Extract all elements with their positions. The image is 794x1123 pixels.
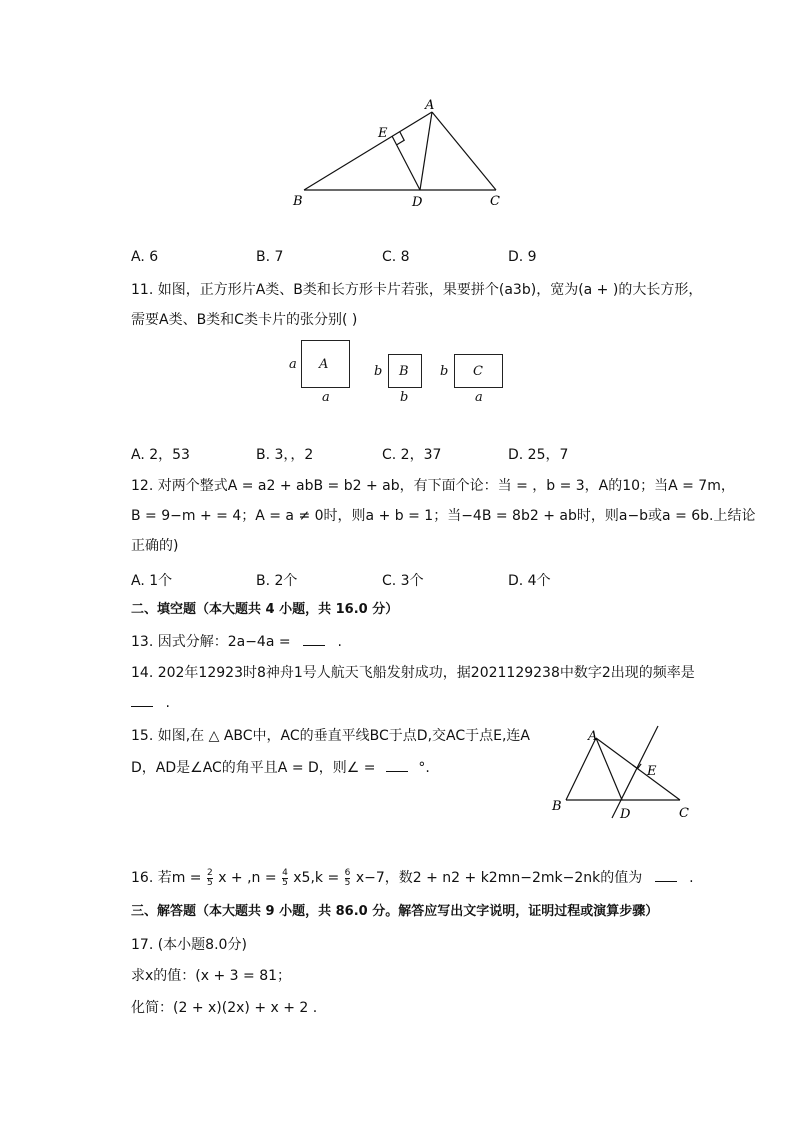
- q13-question: 13. 因式分解：2a−4a =: [131, 634, 291, 650]
- q14-answer-blank[interactable]: [131, 694, 153, 707]
- q17-part-1: 求x的值：(x + 3 = 81；: [131, 968, 292, 984]
- q10-option-d: D. 9: [508, 249, 537, 265]
- q10-option-b: B. 7: [256, 249, 284, 265]
- q10-option-c: C. 8: [382, 249, 410, 265]
- q16-mid-3: x−7，数2 + n2 + k2mn−2mk−2nk的值为: [355, 870, 643, 886]
- card-b-name: B: [399, 364, 409, 379]
- q16-f3-num: 6: [344, 867, 351, 878]
- q15-tail: °.: [418, 760, 430, 776]
- q15-line-2: [131, 759, 430, 777]
- q13-answer-blank[interactable]: [303, 633, 325, 646]
- fig10-label-c: C: [490, 194, 500, 209]
- card-b-bottom-label: b: [400, 390, 409, 405]
- q16-f2-den: 5: [282, 877, 288, 888]
- card-b-side-label: b: [374, 364, 383, 379]
- q15-question-end: D，AD是∠AC的角平且A = D，则∠ =: [131, 760, 376, 776]
- q16-fraction-1: [207, 869, 213, 888]
- q16-f1-num: 2: [207, 867, 213, 878]
- card-c-bottom-label: a: [475, 390, 483, 405]
- q16-answer-blank[interactable]: [655, 869, 677, 882]
- q14-tail: .: [165, 695, 170, 711]
- q12-option-d: D. 4个: [508, 573, 551, 589]
- q12-option-c: C. 3个: [382, 573, 424, 589]
- q17-heading: 17. (本小题8.0分): [131, 937, 247, 953]
- q12-line-2: B = 9−m + = 4；A = a ≠ 0时，则a + b = 1；当−4B = 8b2 + ab时，则a−b或a = 6b.上结论: [131, 508, 756, 524]
- q12-option-b: B. 2个: [256, 573, 298, 589]
- q10-option-a: A. 6: [131, 249, 159, 265]
- card-a: [301, 340, 350, 388]
- q12-option-a: A. 1个: [131, 573, 173, 589]
- fig10-label-e: E: [378, 126, 388, 141]
- card-c-name: C: [473, 364, 483, 379]
- q11-line-2: 需要A类、B类和C类卡片的张分别( ): [131, 312, 358, 328]
- card-a-name: A: [319, 357, 329, 372]
- triangle-figure-q15: [540, 722, 710, 832]
- q15-line-1: 15. 如图,在 △ ABC中，AC的垂直平线BC于点D,交AC于点E,连A: [131, 728, 530, 744]
- q11-option-b: B. 3，，2: [256, 447, 314, 463]
- q16-tail: .: [689, 870, 694, 886]
- q16-line: [131, 867, 694, 889]
- q11-option-c: C. 2，37: [382, 447, 442, 463]
- q11-option-d: D. 25，7: [508, 447, 569, 463]
- triangle-figure-q10: [280, 92, 510, 212]
- fig15-label-d: D: [620, 807, 631, 822]
- fig10-label-a: A: [425, 98, 435, 113]
- card-a-bottom-label: a: [322, 390, 330, 405]
- card-b: [388, 354, 422, 388]
- q14-line-2: [131, 694, 170, 712]
- fig15-label-e: E: [647, 764, 657, 779]
- fig15-label-b: B: [552, 799, 562, 814]
- q16-f1-den: 5: [207, 877, 213, 888]
- fig15-label-a: A: [588, 729, 598, 744]
- q16-mid-1: x + ,n =: [218, 870, 277, 886]
- q16-fraction-2: [282, 869, 288, 888]
- section-3-heading: 三、解答题（本大题共 9 小题，共 86.0 分。解答应写出文字说明，证明过程或演算步骤）: [131, 904, 659, 919]
- q16-prefix: 16. 若m =: [131, 870, 202, 886]
- card-a-side-label: a: [289, 357, 297, 372]
- card-c-side-label: b: [440, 364, 449, 379]
- fig10-label-b: B: [293, 194, 303, 209]
- q15-answer-blank[interactable]: [386, 759, 408, 772]
- q13-tail: .: [337, 634, 342, 650]
- card-c: [454, 354, 503, 388]
- q16-f3-den: 5: [344, 877, 351, 888]
- q16-f2-num: 4: [282, 867, 288, 878]
- q12-line-3: 正确的): [131, 538, 179, 554]
- q16-fraction-3: [345, 869, 351, 888]
- q13-text: [131, 633, 342, 651]
- section-2-heading: 二、填空题（本大题共 4 小题，共 16.0 分）: [131, 602, 399, 617]
- q16-mid-2: x5,k =: [293, 870, 340, 886]
- q17-part-2: 化简：(2 + x)(2x) + x + 2 .: [131, 1000, 318, 1016]
- fig15-label-c: C: [679, 806, 689, 821]
- q11-option-a: A. 2，53: [131, 447, 190, 463]
- q14-line-1: 14. 202年12923时8神舟1号人航天飞船发射成功，据2021129238中数字2出现的频率是: [131, 665, 695, 681]
- q11-line-1: 11. 如图，正方形片A类、B类和长方形卡片若张，果要拼个(a3b)，宽为(a + )的大长方形，: [131, 282, 703, 298]
- fig10-label-d: D: [412, 195, 423, 210]
- q12-line-1: 12. 对两个整式A = a2 + abB = b2 + ab，有下面个论：当 = ，b = 3，A的10；当A = 7m，: [131, 478, 735, 494]
